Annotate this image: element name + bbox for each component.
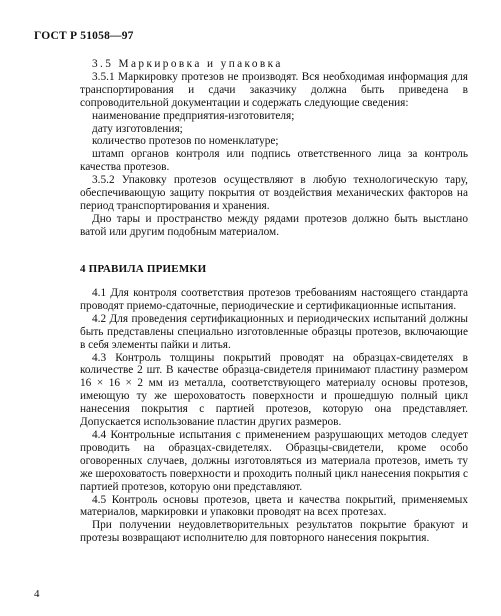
section-4-body [80,287,468,545]
paragraph-4-5: 4.5 Контроль основы протезов, цвета и качества покрытий, применяемых материалов, маркировки и упаковки проводят на всех протезах. [80,493,468,519]
list-item: дату изготовления; [92,122,183,135]
section-3-5-title: 3.5 Маркировка и упаковка [92,58,283,70]
paragraph-4-3: 4.3 Контроль толщины покрытий проводят на образцах-свидетелях в количестве 2 шт. В качестве образца-свидетеля принимают пластину размером 16 × 16 × 2 мм из металла, соответствующего материалу основы протезов, имеющую ту же шероховатость поверхности и прошедшую полный цикл нанесения покрытия с партией протезов, которую она представляет. Допускается использование пластин других размеров. [80,351,468,429]
list-item: наименование предприятия-изготовителя; [92,109,295,122]
list-item: количество протезов по номенклатуре; [92,135,279,148]
paragraph-3-5-2: 3.5.2 Упаковку протезов осуществляют в любую технологическую тару, обеспечивающую защиту покрытия от воздействия механических факторов на период транспортирования и хранения. [80,174,468,212]
standard-header: ГОСТ Р 51058—97 [34,30,134,42]
page-number: 4 [34,588,40,600]
paragraph-4-2: 4.2 Для проведения сертификационных и периодических испытаний должны быть представлены специально изготовленные образцы протезов, включающие в себя элементы пайки и литья. [80,312,468,351]
list-item: штамп органов контроля или подпись ответственного лица за контроль качества протезов. [80,148,468,174]
section-3-5 [80,58,468,239]
paragraph-4-1: 4.1 Для контроля соответствия протезов требованиям настоящего стандарта проводят приемо-сдаточные, периодические и сертификационные испытания. [80,287,468,312]
paragraph-3-5-1: 3.5.1 Маркировку протезов не производят. Вся необходимая информация для транспортирования и сдачи заказчику должна быть приведена в сопроводительной документации и содержать следующие сведения: [80,70,468,109]
section-4-title: 4 ПРАВИЛА ПРИЕМКИ [80,263,207,275]
paragraph-4-4: 4.4 Контрольные испытания с применением разрушающих методов следует проводить на образцах-свидетелях. Образцы-свидетели, кроме особо оговоренных случаев, должны изготовляться из материала протезов, иметь ту же шероховатость поверхности и проходить полный цикл нанесения покрытия с партией протезов, которую они представляют. [80,428,468,493]
paragraph-3-5-2-cont: Дно тары и пространство между рядами протезов должно быть выстлано ватой или другим подобным материалом. [80,212,468,238]
paragraph-4-5-cont: При получении неудовлетворительных результатов покрытие бракуют и протезы возвращают исполнителю для повторного нанесения покрытия. [80,519,468,545]
